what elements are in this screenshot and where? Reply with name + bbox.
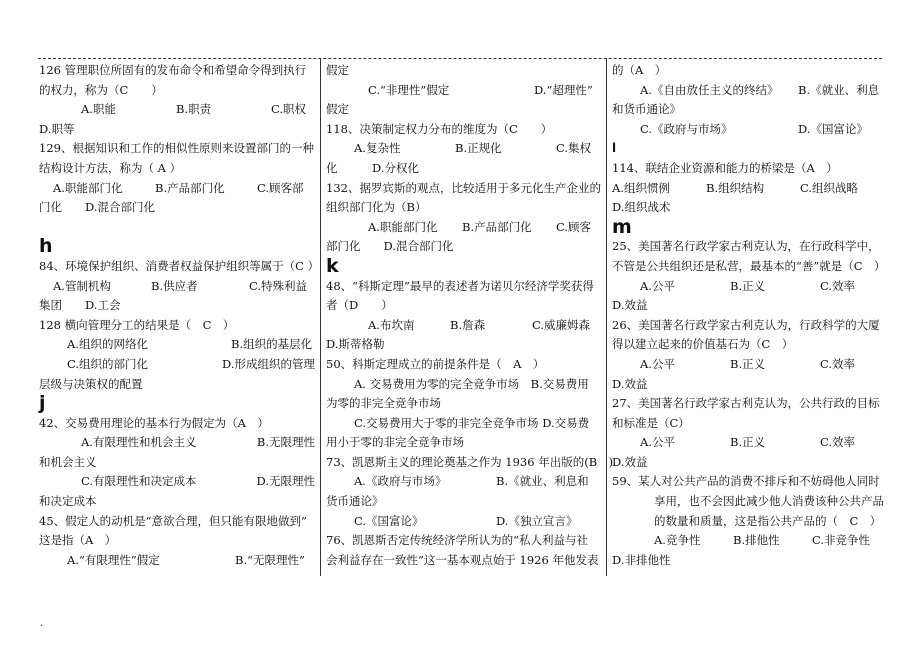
option-a: A.有限理性和机会主义 bbox=[81, 435, 197, 450]
q76-options-ab bbox=[612, 81, 884, 101]
option-b: B.产品部门化 bbox=[462, 219, 532, 234]
option-c: C.特殊利益 bbox=[249, 278, 308, 293]
option-b: B.无限理性 bbox=[256, 435, 315, 450]
footer-dot: . bbox=[40, 618, 44, 629]
option-b: B.正义 bbox=[730, 278, 766, 293]
q128-line1: 128 横向管理分工的结果是（ C ） bbox=[39, 317, 235, 332]
q48-options bbox=[326, 316, 604, 336]
q73-options-ab bbox=[326, 472, 604, 492]
q84-line1: 84、环境保护组织、消费者权益保护组织等属于（C ） bbox=[39, 258, 320, 273]
option-b: B.排他性 bbox=[733, 533, 780, 548]
option-b: B.正义 bbox=[730, 435, 766, 450]
q59-line5: D.非排他性 bbox=[612, 552, 671, 567]
section-letter-h: h bbox=[39, 235, 53, 258]
q132-line2: 组织部门化为（B） bbox=[326, 200, 427, 215]
q73-options-cd bbox=[326, 512, 604, 532]
q45-line1: 45、假定人的动机是“意欲合理，但只能有限地做到” bbox=[39, 513, 307, 528]
q114-line1: 114、联结企业资源和能力的桥梁是（A ） bbox=[612, 160, 838, 175]
q76-line1: 76、凯恩斯否定传统经济学所认为的“私人利益与社 bbox=[326, 533, 589, 548]
q76-line2: 会利益存在一致性”这一基本观点始于 1926 年他发表 bbox=[326, 552, 599, 567]
q42-line3: 和机会主义 bbox=[39, 454, 97, 469]
column-3 bbox=[612, 61, 884, 570]
q50-line1: 50、科斯定理成立的前提条件是（ A ） bbox=[326, 356, 545, 371]
option-a: A.竞争性 bbox=[654, 533, 701, 548]
option-a: A.公平 bbox=[640, 435, 675, 450]
option-b: B.供应者 bbox=[151, 278, 198, 293]
q25-options bbox=[612, 277, 884, 297]
option-a: A.职能部门化 bbox=[368, 219, 438, 234]
option-a: A.“有限理性”假定 bbox=[67, 552, 160, 567]
column-2 bbox=[326, 61, 614, 570]
option-a: A.管制机构 bbox=[53, 278, 111, 293]
option-c: C.非竞争性 bbox=[812, 533, 871, 548]
option-a: A.公平 bbox=[640, 356, 675, 371]
q45-line2: 这是指（A ） bbox=[39, 533, 117, 548]
option-a: A.布坎南 bbox=[368, 317, 415, 332]
option-b: B.“无限理性” bbox=[235, 552, 305, 567]
option-b: B.组织结构 bbox=[706, 180, 765, 195]
section-letter-m: m bbox=[612, 215, 632, 238]
option-c: C.效率 bbox=[820, 435, 856, 450]
q132-line1: 132、据罗宾斯的观点，比较适用于多元化生产企业的 bbox=[326, 180, 601, 195]
option-b: B.詹森 bbox=[450, 317, 486, 332]
option-d: D.《独立宣言》 bbox=[496, 513, 578, 528]
q42-line1: 42、交易费用理论的基本行为假定为（A ） bbox=[39, 415, 269, 430]
q59-options bbox=[612, 531, 884, 551]
q73-line1: 73、凯恩斯主义的理论奠基之作为 1936 年出版的(B ) bbox=[326, 454, 614, 469]
option-b: B.职责 bbox=[176, 102, 212, 117]
q129-line1: 129、根据知识和工作的相似性原则来设置部门的一种 bbox=[39, 141, 314, 156]
q45-line-end: 假定 bbox=[326, 102, 349, 117]
option-c: C.“非理性”假定 bbox=[368, 82, 450, 97]
option-b: B.组织的基层化 bbox=[231, 337, 313, 352]
q48-line1: 48、“科斯定理”最早的表述者为诺贝尔经济学奖获得 bbox=[326, 278, 594, 293]
option-c: C.效率 bbox=[820, 356, 856, 371]
q118-line3: 化 D.分权化 bbox=[326, 160, 419, 175]
q26-line2: 得以建立起来的价值基石为（C ） bbox=[612, 337, 794, 352]
option-d: D.形成组织的管理 bbox=[222, 356, 315, 371]
option-b: B.正义 bbox=[730, 356, 766, 371]
option-a: A.公平 bbox=[640, 278, 675, 293]
q84-line3: 集团 D.工会 bbox=[39, 298, 121, 313]
q50-line5: 用小于零的非完全竞争市场 bbox=[326, 435, 464, 450]
option-c: C.组织战略 bbox=[800, 180, 859, 195]
q27-line4: D.效益 bbox=[612, 454, 648, 469]
section-letter-j: j bbox=[39, 392, 46, 415]
column-1 bbox=[39, 61, 320, 570]
option-c: C.《政府与市场》 bbox=[640, 121, 733, 136]
q84-options bbox=[39, 277, 315, 297]
q50-line2: A. 交易费用为零的完全竞争市场 B.交易费用 bbox=[354, 376, 589, 391]
q59-line2: 享用，也不会因此减少他人消费该种公共产品 bbox=[654, 494, 884, 509]
q132-line4: 部门化 D.混合部门化 bbox=[326, 239, 454, 254]
q73-line3: 货币通论》 bbox=[326, 494, 384, 509]
q48-line2: 者（D ） bbox=[326, 298, 393, 313]
q59-line3: 的数量和质量，这是指公共产品的（ C ） bbox=[654, 513, 882, 528]
column-divider-2 bbox=[606, 58, 607, 576]
q126-line2: 的权力，称为（C ） bbox=[39, 82, 163, 97]
option-c: C.顾客 bbox=[556, 219, 592, 234]
top-dashed-rule bbox=[38, 58, 882, 59]
q45-options-cd bbox=[326, 81, 604, 101]
option-b: B.《就业、利息和 bbox=[496, 474, 589, 489]
q76-line3: 和货币通论》 bbox=[612, 102, 681, 117]
column-divider-1 bbox=[320, 58, 321, 576]
option-a: A.《政府与市场》 bbox=[354, 474, 447, 489]
q76-options-cd bbox=[612, 120, 884, 140]
option-b: B.产品部门化 bbox=[155, 180, 225, 195]
q42-line5: 和决定成本 bbox=[39, 494, 97, 509]
option-a: A.职能部门化 bbox=[53, 180, 123, 195]
q27-line2: 和标准是（C） bbox=[612, 415, 690, 430]
q118-options bbox=[326, 139, 604, 159]
q27-line1: 27、美国著名行政学家古利克认为，公共行政的目标 bbox=[612, 396, 880, 411]
q26-line1: 26、美国著名行政学家古利克认为，行政科学的大厦 bbox=[612, 317, 880, 332]
q42-options-cd bbox=[39, 472, 315, 492]
option-a: A.职能 bbox=[81, 102, 116, 117]
q128-options-cd bbox=[39, 355, 315, 375]
q114-line3: D.组织战术 bbox=[612, 200, 671, 215]
q126-option-d: D.职等 bbox=[39, 121, 75, 136]
option-c: C.组织的部门化 bbox=[67, 356, 149, 371]
q50-line4: C.交易费用大于零的非完全竞争市场 D.交易费 bbox=[354, 415, 590, 430]
q126-line1: 126 管理职位所固有的发布命令和希望命令得到执行 bbox=[39, 63, 307, 77]
option-c: C.集权 bbox=[556, 141, 592, 156]
section-letter-k: k bbox=[326, 254, 339, 277]
option-a: A.组织惯例 bbox=[612, 180, 670, 195]
continued-text: 假定 bbox=[326, 63, 349, 77]
q129-options bbox=[39, 179, 315, 199]
q26-line4: D.效益 bbox=[612, 376, 648, 391]
option-b: B.正规化 bbox=[455, 141, 502, 156]
option-b: B.《就业、利息 bbox=[798, 82, 880, 97]
q48-line4: D.斯蒂格勒 bbox=[326, 337, 385, 352]
q25-line2: 不管是公共组织还是私营，最基本的“善”就是（C ） bbox=[612, 258, 886, 273]
q26-options bbox=[612, 355, 884, 375]
option-d: D.《国富论》 bbox=[798, 121, 868, 136]
q50-line3: 为零的非完全竞争市场 bbox=[326, 396, 441, 411]
q42-options-ab bbox=[39, 433, 315, 453]
q128-line4: 层级与决策权的配置 bbox=[39, 376, 143, 391]
q126-options bbox=[39, 100, 315, 120]
option-c: C.顾客部 bbox=[257, 180, 304, 195]
q129-line4: 门化 D.混合部门化 bbox=[39, 200, 155, 215]
q25-line4: D.效益 bbox=[612, 298, 648, 313]
option-c: C.有限理性和决定成本 bbox=[81, 474, 197, 489]
option-a: A.组织的网络化 bbox=[67, 337, 148, 352]
option-c: C.《国富论》 bbox=[354, 513, 424, 528]
q128-options-ab bbox=[39, 335, 315, 355]
q114-options bbox=[612, 179, 884, 199]
section-letter-l: l bbox=[612, 141, 617, 156]
option-d: D.无限理性 bbox=[256, 474, 315, 489]
option-c: C.效率 bbox=[820, 278, 856, 293]
q129-line2: 结构设计方法，称为（ A ） bbox=[39, 160, 182, 175]
q27-options bbox=[612, 433, 884, 453]
option-a: A.复杂性 bbox=[354, 141, 401, 156]
q45-options-ab bbox=[39, 551, 315, 571]
q25-line1: 25、美国著名行政学家古利克认为，在行政科学中， bbox=[612, 239, 880, 254]
option-c: C.职权 bbox=[271, 102, 307, 117]
q118-line1: 118、决策制定权力分布的维度为（C ） bbox=[326, 121, 553, 136]
option-d: D.“超理性” bbox=[534, 82, 593, 97]
q59-line1: 59、某人对公共产品的消费不排斥和不妨碍他人同时 bbox=[612, 474, 880, 489]
option-c: C.威廉姆森 bbox=[532, 317, 591, 332]
q132-options bbox=[326, 218, 604, 238]
continued-text: 的（A ） bbox=[612, 63, 667, 77]
option-a: A.《自由放任主义的终结》 bbox=[640, 82, 779, 97]
